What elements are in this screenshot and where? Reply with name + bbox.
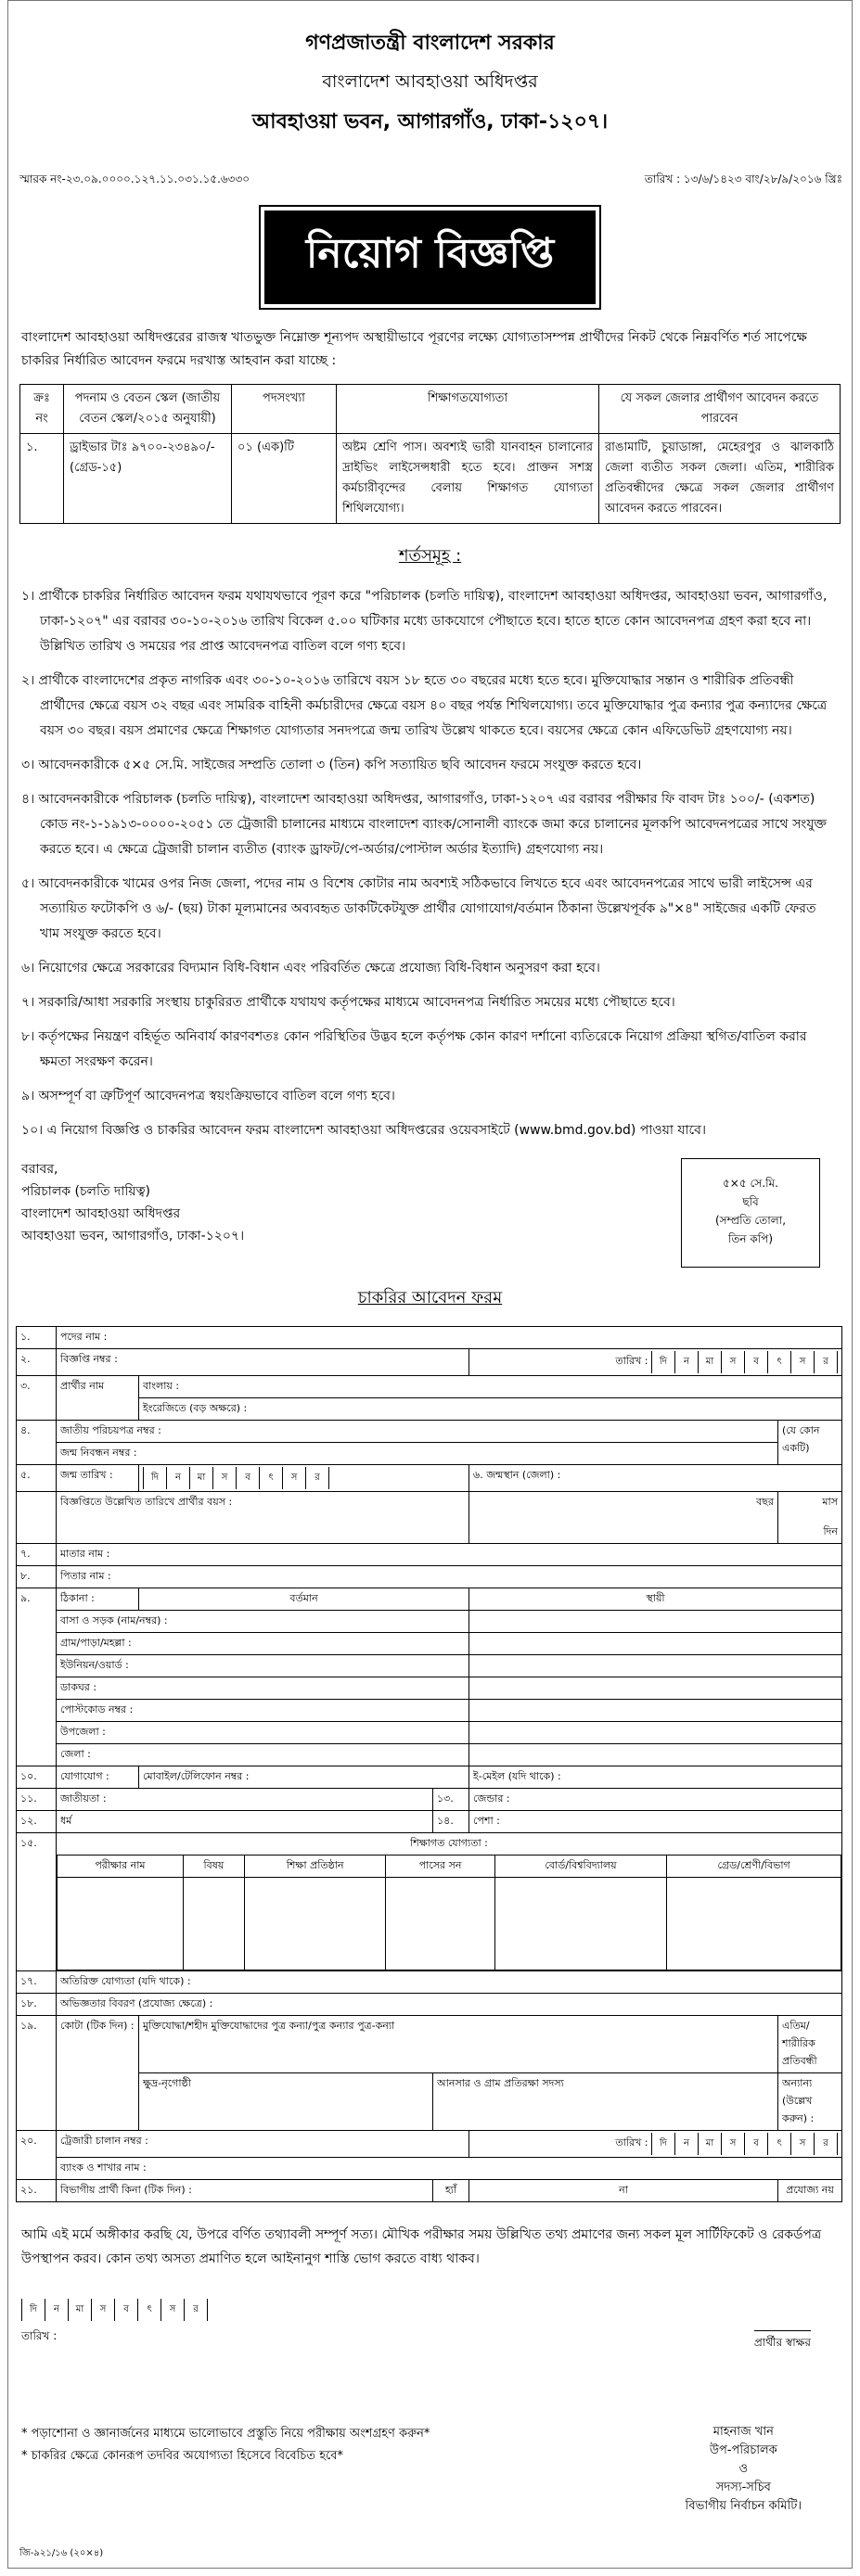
field-label: মাস <box>822 1496 838 1508</box>
row-number: ৪. <box>17 1421 57 1465</box>
field-label: গ্রাম/পাড়া/মহল্লা : <box>60 1637 132 1649</box>
photo-box <box>681 1158 820 1268</box>
experience-field[interactable] <box>57 1994 842 2016</box>
address-designation: পরিচালক (চলতি দায়িত্ব) <box>21 1184 150 1199</box>
field-label: জন্ম তারিখ : <box>57 1465 139 1492</box>
form-row-address-head <box>17 1588 842 1611</box>
date-cell[interactable]: র <box>185 2299 208 2321</box>
quota-ethnic[interactable] <box>139 2073 433 2131</box>
declaration-date[interactable] <box>21 2299 208 2347</box>
form-row-ad-number <box>17 1349 842 1376</box>
applicant-signature[interactable]: প্রার্থীর স্বাক্ষর <box>754 2330 811 2353</box>
date-cell[interactable]: ন <box>675 1351 699 1373</box>
form-row-nationality <box>17 1789 842 1811</box>
edu-col-subject: বিষয় <box>183 1855 244 1878</box>
gender-field[interactable] <box>469 1789 842 1811</box>
signatory-and: ও <box>738 2462 749 2476</box>
post-name-field[interactable] <box>57 1327 842 1349</box>
condition-item: ৫। আবেদনকারীকে খামের ওপর নিজ জেলা, পদের নাম ও বিশেষ কোটার নাম অবশ্যই সঠিকভাবে লিখতে হবে এবং আবেদনপত্রের সাথে ভারী লাইসেন্স এর সত্যায়িত ফটোকপি ও ৬/- (ছয়) টাকা মূল্যমানের অব্যবহৃত ডাকটিকেটযুক্ত প্রার্থীর যোগাযোগ/বর্তমান ঠিকানা উল্লেখপূর্বক ৯"×৪" সাইজের একটি ফেরত খাম সংযুক্ত করতে হবে। <box>21 876 816 941</box>
address-line-permanent[interactable] <box>469 1611 842 1633</box>
quota-other[interactable] <box>778 2073 842 2131</box>
religion-field[interactable] <box>57 1811 433 1833</box>
quota-ansar[interactable] <box>433 2073 778 2131</box>
date-cell[interactable]: র <box>815 2133 838 2155</box>
form-row-religion <box>17 1811 842 1833</box>
date-cell[interactable]: ৎ <box>138 2299 161 2321</box>
form-row-treasury <box>17 2131 842 2158</box>
age-field[interactable] <box>57 1492 469 1544</box>
address-line-present[interactable] <box>57 1633 469 1655</box>
th-post: পদনাম ও বেতন স্কেল (জাতীয় বেতন স্কেল/২০১৫ অনুযায়ী) <box>64 385 232 434</box>
address-line-permanent[interactable] <box>469 1700 842 1722</box>
date-cell[interactable]: ৎ <box>768 1351 791 1373</box>
date-cell[interactable]: ব <box>745 2133 768 2155</box>
option-label: এতিম/শারীরিক প্রতিবন্ধী <box>782 2020 817 2067</box>
signatory-block <box>686 2423 802 2516</box>
date-cell[interactable]: স <box>791 1351 815 1373</box>
date-cell[interactable]: স <box>722 1351 745 1373</box>
field-label: বিভাগীয় প্রার্থী কিনা (টিক দিন) : <box>57 2180 433 2202</box>
photo-note: (সম্প্রতি তোলা, <box>714 1214 787 1227</box>
email-field[interactable] <box>469 1766 842 1789</box>
row-number: ৭. <box>17 1544 57 1566</box>
education-table <box>57 1855 841 1970</box>
row-number: ১. <box>17 1327 57 1349</box>
date-cells <box>651 1351 838 1373</box>
field-label: বাসা ও সড়ক (নাম/নম্বর) : <box>60 1614 168 1626</box>
condition-item: ৯। অসম্পূর্ণ বা ত্রুটিপূর্ণ আবেদনপত্র স্বয়ংক্রিয়ভাবে বাতিল বলে গণ্য হবে। <box>21 1089 395 1103</box>
application-form <box>16 1326 842 2202</box>
row-number: ১৮. <box>17 1994 57 2016</box>
table-row <box>20 434 841 524</box>
quota-freedom-fighter[interactable] <box>139 2016 778 2073</box>
ad-number-field[interactable] <box>57 1349 469 1376</box>
row-number: ২০. <box>17 2131 57 2180</box>
field-label: ডাকঘর : <box>60 1681 97 1693</box>
print-code: জি-৯২১/১৬ (২০×৪) <box>19 2548 104 2558</box>
form-row-mother <box>17 1544 842 1566</box>
age-month-day[interactable] <box>778 1492 842 1544</box>
condition-item: ৪। আবেদনকারীকে পরিচালক (চলতি দায়িত্ব), বাংলাদেশ আবহাওয়া অধিদপ্তর, আগারগাঁও, ঢাকা-১২০৭ এর বরাবর পরীক্ষার ফি বাবদ টাঃ ১০০/- (একশত) কোড নং-১-১৯১৩-০০০০-২০৫১ তে ট্রেজারী চালানের মাধ্যমে বাংলাদেশ ব্যাংক/সোনালী ব্যাংকে জমা করে চালানের মূলকপি আবেদনপত্রের সাথে সংযুক্ত করতে হবে। এ ক্ষেত্রে ট্রেজারী চালান ব্যতীত (ব্যাংক ড্রাফট/পে-অর্ডার/পোস্টাল অর্ডার ইত্যাদি) গ্রহণযোগ্য নয়। <box>21 792 828 857</box>
option-na[interactable] <box>778 2180 842 2202</box>
form-row-departmental <box>17 2180 842 2202</box>
row-number: ১১. <box>17 1789 57 1811</box>
th-districts: যে সকল জেলার প্রার্থীগণ আবেদন করতে পারবেন <box>599 385 841 434</box>
edu-cell[interactable] <box>58 1878 184 1970</box>
ad-date-field[interactable] <box>469 1349 842 1376</box>
row-number: ২১. <box>17 2180 57 2202</box>
form-row-age <box>17 1492 842 1544</box>
field-label: শিক্ষাগত যোগ্যতা : <box>410 1837 488 1849</box>
date-cell[interactable]: মা <box>69 2299 92 2321</box>
address-line-permanent[interactable] <box>469 1633 842 1655</box>
field-label: মোবাইল/টেলিফোন নম্বর : <box>143 1770 250 1782</box>
extra-qualification-field[interactable] <box>57 1971 842 1994</box>
date-cell[interactable]: মা <box>699 1351 722 1373</box>
address-line-present[interactable] <box>57 1677 469 1700</box>
dob-field[interactable] <box>139 1465 469 1492</box>
date-cell[interactable]: ৎ <box>260 1467 283 1489</box>
form-row-experience <box>17 1994 842 2016</box>
row-number: ৫. <box>17 1465 57 1492</box>
row-number: ২. <box>17 1349 57 1376</box>
date-cell[interactable]: দি <box>652 2133 675 2155</box>
date-cell[interactable]: মা <box>190 1467 213 1489</box>
field-label: মাতার নাম : <box>60 1548 110 1560</box>
field-label: যোগাযোগ : <box>57 1766 139 1789</box>
address-department: বাংলাদেশ আবহাওয়া অধিদপ্তর <box>21 1206 181 1221</box>
nationality-field[interactable] <box>57 1789 433 1811</box>
recipient-block <box>21 1158 839 1297</box>
option-label: আনসার ও গ্রাম প্রতিরক্ষা সদস্য <box>437 2077 564 2089</box>
cell-districts: রাঙামাটি, চুয়াডাঙ্গা, মেহেরপুর ও ঝালকাঠি জেলা ব্যতীত সকল জেলা। এতিম, শারীরিক প্রতিবন্ধীদের ক্ষেত্রে সকল জেলার প্রার্থীগণ আবেদন করতে পারবেন। <box>599 434 841 524</box>
form-row-education <box>17 1833 842 1971</box>
signatory-role: সদস্য-সচিব <box>715 2480 771 2494</box>
field-label: অভিজ্ঞতার বিবরণ (প্রযোজ্য ক্ষেত্রে) : <box>60 1997 213 2009</box>
row-number: ১৫. <box>17 1833 57 1971</box>
edu-cell[interactable] <box>667 1878 841 1970</box>
edu-cell[interactable] <box>245 1878 386 1970</box>
advertisement-page <box>7 0 853 2569</box>
address-line-permanent[interactable] <box>469 1744 842 1766</box>
edu-cell[interactable] <box>386 1878 495 1970</box>
post-table <box>19 384 841 524</box>
field-label: তারিখ : <box>615 1355 648 1367</box>
cell-qualification: অষ্টম শ্রেণি পাস। অবশ্যই ভারী যানবাহন চালানোর দ্রাইভিং লাইসেন্সধারী হতে হবে। প্রাক্তন সশস্ত্র কর্মচারীবৃন্দের বেলায় শিক্ষাগত যোগ্যতা শিথিলযোগ্য। <box>337 434 599 524</box>
field-label: তারিখ : <box>21 2329 58 2342</box>
cell-serial: ১. <box>20 434 64 524</box>
nid-field[interactable] <box>57 1421 778 1443</box>
date-cell[interactable]: র <box>306 1467 329 1489</box>
bank-branch-field[interactable] <box>57 2158 842 2180</box>
field-label: পদের নাম : <box>60 1331 108 1343</box>
option-label: না <box>619 2184 628 2196</box>
father-name-field[interactable] <box>57 1566 842 1588</box>
occupation-field[interactable] <box>469 1811 842 1833</box>
edu-col-year: পাসের সন <box>386 1855 495 1878</box>
department-name: বাংলাদেশ আবহাওয়া অধিদপ্তর <box>322 71 538 92</box>
date-cell[interactable]: ন <box>167 1467 190 1489</box>
date-cell[interactable]: দি <box>652 1351 675 1373</box>
birthplace-field[interactable] <box>469 1465 842 1492</box>
condition-item: ৬। নিয়োগের ক্ষেত্রে সরকারের বিদ্যমান বিধি-বিধান এবং পরিবর্তিত ক্ষেত্রে প্রযোজ্য বিধি-বিধান অনুসরণ করা হবে। <box>21 961 600 976</box>
cell-post: ড্রাইভার টাঃ ৯৭০০-২৩৪৯০/- (গ্রেড-১৫) <box>64 434 232 524</box>
field-label: তারিখ : <box>615 2136 648 2149</box>
footer <box>21 2423 839 2513</box>
form-row-contact <box>17 1766 842 1789</box>
date-cell[interactable]: স <box>791 2133 815 2155</box>
field-label: ই-মেইল (যদি থাকে) : <box>473 1770 561 1782</box>
field-label: ঠিকানা : <box>57 1588 139 1611</box>
date-cell[interactable]: স <box>92 2299 115 2321</box>
edu-col-grade: গ্রেড/শ্রেণী/বিভাগ <box>667 1855 841 1878</box>
form-row-father <box>17 1566 842 1588</box>
field-label: বিজ্ঞপ্তি নম্বর : <box>60 1353 118 1365</box>
address-line-present[interactable] <box>57 1722 469 1744</box>
option-yes[interactable] <box>433 2180 469 2202</box>
note-item: * চাকরির ক্ষেত্রে কোনরূপ তদবির অযোগ্যতা হিসেবে বিবেচিত হবে* <box>21 2449 343 2463</box>
name-bangla-field[interactable] <box>139 1376 842 1398</box>
date-cell[interactable]: স <box>722 2133 745 2155</box>
office-header <box>8 1 852 140</box>
row-number: ৮. <box>17 1566 57 1588</box>
option-label: মুক্তিযোদ্ধা/শহীদ মুক্তিযোদ্ধাদের পুত্র কন্যা/পুত্র কন্যার পুত্র-কন্যা <box>143 2020 395 2032</box>
date-cell[interactable]: স <box>283 1467 306 1489</box>
quota-orphan[interactable] <box>778 2016 842 2073</box>
field-label: ৬. জন্মস্থান (জেলা) : <box>473 1469 561 1481</box>
edu-cell[interactable] <box>494 1878 666 1970</box>
address-location: আবহাওয়া ভবন, আগারগাঁও, ঢাকা-১২০৭। <box>21 1229 245 1243</box>
field-label: ব্যাংক ও শাখার নাম : <box>60 2162 147 2174</box>
condition-item: ১। প্রার্থীকে চাকরির নির্ধারিত আবেদন ফরম যথাযথভাবে পূরণ করে "পরিচালক (চলতি দায়িত্ব), বাংলাদেশ আবহাওয়া অধিদপ্তর, আবহাওয়া ভবন, আগারগাঁও, ঢাকা-১২০৭" এর বরাবর ৩০-১০-২০১৬ তারিখ বিকেল ৫.০০ ঘটিকার মধ্যে ডাকযোগে পৌছাতে হবে। হাতে হাতে কোন আবেদনপত্র গ্রহণ করা হবে না। উল্লিখিত তারিখ ও সময়ের পর প্রাপ্ত আবেদনপত্র বাতিল বলে গণ্য হবে। <box>21 589 828 654</box>
row-number: ১৯. <box>17 2016 57 2131</box>
intro-text: বাংলাদেশ আবহাওয়া অধিদপ্তরের রাজস্ব খাতভুক্ত নিম্নোক্ত শূন্যপদ অস্থায়ীভাবে পূরণের লক্ষ্যে যোগ্যতাসম্পন্ন প্রার্থীদের নিকট থেকে নিম্নবর্ণিত শর্ত সাপেক্ষে চাকরির নির্ধারিত আবেদন ফরমে দরখাস্ত আহবান করা যাচ্ছে : <box>21 330 807 368</box>
birth-reg-field[interactable] <box>57 1443 778 1465</box>
field-label: অতিরিক্ত যোগ্যতা (যদি থাকে) : <box>60 1975 191 1987</box>
address-line-present[interactable] <box>57 1611 469 1633</box>
field-label: উপজেলা : <box>60 1726 106 1738</box>
form-row-dob <box>17 1465 842 1492</box>
field-label: ধর্ম <box>60 1815 72 1827</box>
signatory-name: মাহনাজ খান <box>712 2425 774 2439</box>
option-label: হ্যাঁ <box>444 2184 457 2196</box>
treasury-date-field[interactable] <box>469 2131 842 2158</box>
edu-col-board: বোর্ড/বিশ্ববিদ্যালয় <box>494 1855 666 1878</box>
field-label: জন্ম নিবন্ধন নম্বর : <box>60 1447 137 1459</box>
form-row-extra-qual <box>17 1971 842 1994</box>
field-label: জেলা : <box>60 1748 91 1760</box>
govt-name: গণপ্রজাতন্ত্রী বাংলাদেশ সরকার <box>305 32 555 55</box>
date-cell[interactable]: ন <box>675 2133 699 2155</box>
field-label: পোস্টকোড নম্বর : <box>60 1703 134 1715</box>
photo-size: ৫×৫ সে.মি. <box>723 1177 778 1190</box>
age-year[interactable] <box>469 1492 778 1544</box>
address-to: বরাবর, <box>21 1162 58 1177</box>
field-note: (যে কোন একটি) <box>778 1421 842 1465</box>
address-line-present[interactable] <box>57 1744 469 1766</box>
mother-name-field[interactable] <box>57 1544 842 1566</box>
conditions-list <box>21 584 839 1143</box>
field-label: ইউনিয়ন/ওয়ার্ড : <box>60 1659 129 1671</box>
address-line-permanent[interactable] <box>469 1677 842 1700</box>
date-cell[interactable]: ন <box>45 2299 69 2321</box>
note-item: * পড়াশোনা ও জ্ঞানার্জনের মাধ্যমে ভালোভাবে প্রস্তুতি নিয়ে পরীক্ষায় অংশগ্রহণ করুন* <box>21 2427 430 2441</box>
field-label: ট্রেজারী চালান নম্বর : <box>60 2135 148 2147</box>
row-number: ১৪. <box>433 1811 469 1833</box>
date-cell[interactable]: ৎ <box>768 2133 791 2155</box>
declaration: আমি এই মর্মে অঙ্গীকার করছি যে, উপরে বর্ণিত তথ্যাবলী সম্পূর্ণ সত্য। মৌখিক পরীক্ষার সময় উল্লিখিত তথ্য প্রমাণের জন্য সকল মূল সার্টিফিকেট ও রেকর্ডপত্র উপস্থাপন করব। কোন তথ্য অসত্য প্রমাণিত হলে আইনানুগ শাস্তি ভোগ করতে বাধ্য থাকব। <box>21 2227 822 2266</box>
mobile-field[interactable] <box>139 1766 469 1789</box>
condition-item: ৮। কর্তৃপক্ষের নিয়ন্ত্রণ বহির্ভূত অনিবার্য কারণবশতঃ কোন পরিস্থিতির উদ্ভব হলে কর্তৃপক্ষ কোন কারণ দর্শানো ব্যতিরেকে নিয়োগ প্রক্রিয়া স্থগিত/বাতিল করার ক্ষমতা সংরক্ষণ করেন। <box>21 1029 807 1069</box>
date-cells <box>651 2133 838 2155</box>
row-number: ১০. <box>17 1766 57 1789</box>
condition-item: ২। প্রার্থীকে বাংলাদেশের প্রকৃত নাগরিক এবং ৩০-১০-২০১৬ তারিখে বয়স ১৮ হতে ৩০ বছরের মধ্যে হতে হবে। মুক্তিযোদ্ধার সন্তান ও শারীরিক প্রতিবন্ধী প্রার্থীদের ক্ষেত্রে বয়স ৩২ বছর এবং সামরিক বাহিনী কর্মচারীদের ক্ষেত্রে বয়স ৪০ বছর পর্যন্ত শিথিলযোগ্য। তবে মুক্তিযোদ্ধার পুত্র কন্যার পুত্র কন্যাদের ক্ষেত্রে বয়স ৩০ বছর। বয়স প্রমাণের ক্ষেত্রে শিক্ষাগত যোগ্যতার সনদপত্রে জন্ম তারিখ উল্লেখ থাকতে হবে। বয়সের ক্ষেত্রে কোন এফিডেভিট গ্রহণযোগ্য নয়। <box>21 673 828 738</box>
photo-label: ছবি <box>742 1195 759 1208</box>
option-no[interactable] <box>469 2180 778 2202</box>
option-label: ক্ষুদ্র-নৃগোষ্ঠী <box>143 2077 191 2089</box>
field-label: পেশা : <box>473 1815 500 1827</box>
memo-number: স্মারক নং-২৩.০৯.০০০০.১২৭.১১.০৩১.১৫.৬৩৩০ <box>19 172 250 185</box>
signatory-title: উপ-পরিচালক <box>709 2443 777 2457</box>
address-line-permanent[interactable] <box>469 1722 842 1744</box>
date-cells <box>21 2299 208 2321</box>
condition-item: ১০। এ নিয়োগ বিজ্ঞপ্তি ও চাকরির আবেদন ফরম বাংলাদেশ আবহাওয়া অধিদপ্তরের ওয়েবসাইটে (www.bmd.gov.bd) পাওয়া যাবে। <box>21 1123 706 1138</box>
date-cell[interactable]: ব <box>115 2299 138 2321</box>
memo-date: তারিখ : ১৩/৬/১৪২৩ বাং/২৮/৯/২০১৬ খ্রিঃ <box>644 172 842 185</box>
edu-col-institution: শিক্ষা প্রতিষ্ঠান <box>245 1855 386 1878</box>
field-label: বিজ্ঞপ্তিতে উল্লেখিত তারিখে প্রার্থীর বয়স : <box>60 1496 233 1508</box>
address-line-present[interactable] <box>57 1700 469 1722</box>
office-address: আবহাওয়া ভবন, আগারগাঁও, ঢাকা-১২০৭। <box>251 110 609 134</box>
edu-col-exam: পরীক্ষার নাম <box>58 1855 184 1878</box>
row-number: ১২. <box>17 1811 57 1833</box>
treasury-field[interactable] <box>57 2131 469 2158</box>
date-cell[interactable]: দি <box>144 1467 167 1489</box>
cell-count: ০১ (এক)টি <box>232 434 337 524</box>
date-cell[interactable]: মা <box>699 2133 722 2155</box>
condition-item: ৩। আবেদনকারীকে ৫×৫ সে.মি. সাইজের সম্প্রতি তোলা ৩ (তিন) কপি সত্যায়িত ছবি আবেদন ফরমে সংযুক্ত করতে হবে। <box>21 758 642 772</box>
field-label: বাংলায় : <box>143 1380 180 1392</box>
date-cell[interactable]: স <box>161 2299 185 2321</box>
field-label: প্রার্থীর নাম <box>57 1376 139 1421</box>
memo-line <box>19 172 842 190</box>
field-label: জেন্ডার : <box>473 1792 510 1804</box>
th-count: পদসংখ্যা <box>232 385 337 434</box>
conditions-title: শর্তসমূহ : <box>398 546 462 566</box>
date-cell[interactable]: ব <box>745 1351 768 1373</box>
address-line-permanent[interactable] <box>469 1655 842 1677</box>
present-address-header: বর্তমান <box>139 1588 469 1611</box>
signature-row <box>21 2284 839 2423</box>
permanent-address-header: স্থায়ী <box>469 1588 842 1611</box>
date-cell[interactable]: র <box>815 1351 838 1373</box>
date-cell[interactable]: স <box>213 1467 237 1489</box>
th-serial: ক্রঃ নং <box>20 385 64 434</box>
field-label: কোটা (টিক দিন) : <box>57 2016 139 2131</box>
form-row-nid <box>17 1421 842 1443</box>
row-number: ৩. <box>17 1376 57 1421</box>
field-label: জাতীয় পরিচয়পত্র নম্বর : <box>60 1424 161 1436</box>
row-number: ১৩. <box>433 1789 469 1811</box>
date-cell[interactable]: ব <box>237 1467 260 1489</box>
row-number: ১৭. <box>17 1971 57 1994</box>
notice-title: নিয়োগ বিজ্ঞপ্তি <box>264 210 596 304</box>
th-qualification: শিক্ষাগতযোগ্যতা <box>337 385 599 434</box>
row-number: ৯. <box>17 1588 57 1766</box>
field-label: ইংরেজিতে (বড় অক্ষরে) : <box>143 1402 248 1414</box>
field-label: পিতার নাম : <box>60 1570 111 1582</box>
address-line-present[interactable] <box>57 1655 469 1677</box>
field-label: দিন <box>823 1525 838 1537</box>
option-label: অন্যান্য (উল্লেখ করুন) : <box>782 2077 815 2124</box>
signatory-committee: বিভাগীয় নির্বাচন কমিটি। <box>685 2499 802 2513</box>
field-label: বছর <box>756 1496 774 1508</box>
form-title-text: চাকরির আবেদন ফরম <box>357 1288 503 1307</box>
date-cells <box>143 1467 329 1489</box>
edu-cell[interactable] <box>183 1878 244 1970</box>
field-label: জাতীয়তা : <box>60 1792 107 1804</box>
form-row-name <box>17 1376 842 1398</box>
condition-item: ৭। সরকারি/আধা সরকারি সংস্থায় চাকুরিরত প্রার্থীকে যথাযথ কর্তৃপক্ষের মাধ্যমে আবেদনপত্র নির্ধারিত সময়ের মধ্যে পৌছাতে হবে। <box>21 995 675 1010</box>
name-english-field[interactable] <box>139 1398 842 1421</box>
option-label: প্রযোজ্য নয় <box>786 2184 834 2196</box>
form-row-post <box>17 1327 842 1349</box>
photo-copies: তিন কপি) <box>727 1232 774 1245</box>
date-cell[interactable]: দি <box>22 2299 45 2321</box>
form-row-quota <box>17 2016 842 2073</box>
row-number <box>17 1492 57 1544</box>
